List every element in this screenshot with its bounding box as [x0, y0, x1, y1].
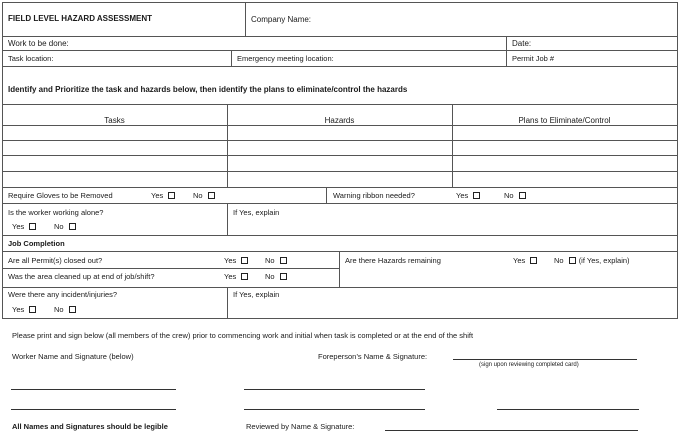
- gloves-question: [8, 191, 113, 200]
- foreperson-label: Foreperson’s Name & Signature:: [318, 352, 428, 361]
- ribbon-yes-checkbox[interactable]: [473, 192, 480, 199]
- working-alone-label: Is the worker working alone?: [8, 208, 104, 217]
- foreperson-signature-line[interactable]: [453, 359, 637, 360]
- worker-signature-line[interactable]: [11, 409, 176, 410]
- worker-signature-line[interactable]: [497, 409, 639, 410]
- yes-label: Yes: [12, 222, 25, 231]
- task-cell[interactable]: [4, 141, 226, 154]
- permit-job-label: Permit Job #: [512, 54, 555, 63]
- incidents-yes-option: [12, 305, 36, 314]
- incidents-no-checkbox[interactable]: [69, 306, 76, 313]
- frame-bottom: [2, 318, 678, 319]
- gloves-yes-checkbox[interactable]: [168, 192, 175, 199]
- ribbon-no-option: [504, 191, 526, 200]
- worker-signature-line[interactable]: [244, 409, 425, 410]
- permits-yes-option: [224, 256, 248, 265]
- col-header-hazards: Hazards: [324, 116, 355, 125]
- alone-explain-field[interactable]: [290, 205, 674, 233]
- task-cell[interactable]: [4, 172, 226, 186]
- divider: [2, 203, 678, 204]
- no-label: No: [193, 191, 203, 200]
- work-to-be-done-field[interactable]: [90, 37, 500, 49]
- emergency-meeting-label: Emergency meeting location:: [237, 54, 334, 63]
- hazard-cell[interactable]: [229, 172, 451, 186]
- cleaned-yes-checkbox[interactable]: [241, 273, 248, 280]
- company-name-field[interactable]: [330, 10, 670, 28]
- divider: [339, 251, 340, 287]
- divider: [326, 187, 327, 203]
- gloves-yes-option: [151, 191, 175, 200]
- hazard-instruction: Identify and Prioritize the task and hazards below, then identify the plans to eliminate/control the hazards: [8, 85, 408, 94]
- no-label: No: [265, 256, 275, 265]
- task-cell[interactable]: [4, 156, 226, 170]
- table-top: [2, 104, 678, 105]
- signature-instruction: Please print and sign below (all members of the crew) prior to commencing work and initial when task is completed or at the end of the shift: [12, 331, 474, 340]
- col-divider: [227, 104, 228, 187]
- cleaned-no-option: [265, 272, 287, 281]
- col-header-tasks: Tasks: [104, 116, 125, 125]
- yes-label: Yes: [224, 256, 237, 265]
- worker-signature-line[interactable]: [11, 389, 176, 390]
- date-label: Date:: [512, 39, 532, 48]
- company-name-label: Company Name:: [251, 15, 312, 24]
- no-label: No: [54, 305, 64, 314]
- permit-job-field[interactable]: [566, 51, 674, 65]
- alone-explain-label: If Yes, explain: [233, 208, 280, 217]
- no-label: No: [54, 222, 64, 231]
- table-row-line: [2, 187, 678, 188]
- task-cell[interactable]: [4, 126, 226, 139]
- hazard-cell[interactable]: [229, 156, 451, 170]
- alone-yes-option: [12, 222, 36, 231]
- hazards-remaining-explain-field[interactable]: [342, 268, 674, 286]
- alone-no-option: [54, 222, 76, 231]
- work-to-be-done-label: Work to be done:: [8, 39, 69, 48]
- ribbon-no-checkbox[interactable]: [519, 192, 526, 199]
- plan-cell[interactable]: [454, 141, 676, 154]
- frame-top: [2, 2, 678, 3]
- ribbon-yes-option: [456, 191, 480, 200]
- job-completion-title: Job Completion: [8, 239, 65, 248]
- yes-label: Yes: [224, 272, 237, 281]
- hazards-remaining-label: Are there Hazards remaining: [345, 256, 441, 265]
- cleaned-yes-option: [224, 272, 248, 281]
- date-field[interactable]: [540, 37, 674, 49]
- task-location-field[interactable]: [66, 51, 226, 65]
- incidents-explain-label: If Yes, explain: [233, 290, 280, 299]
- divider: [227, 203, 228, 235]
- worker-signature-line[interactable]: [244, 389, 425, 390]
- permits-closed-label: Are all Permit(s) closed out?: [8, 256, 103, 265]
- incidents-yes-checkbox[interactable]: [29, 306, 36, 313]
- plan-cell[interactable]: [454, 126, 676, 139]
- legible-note: All Names and Signatures should be legible: [12, 422, 168, 431]
- form-title: FIELD LEVEL HAZARD ASSESSMENT: [8, 14, 153, 23]
- permits-yes-checkbox[interactable]: [241, 257, 248, 264]
- alone-yes-checkbox[interactable]: [29, 223, 36, 230]
- gloves-no-checkbox[interactable]: [208, 192, 215, 199]
- permits-no-option: [265, 256, 287, 265]
- divider: [2, 251, 678, 252]
- permits-no-checkbox[interactable]: [280, 257, 287, 264]
- remaining-yes-option: [513, 256, 537, 265]
- divider: [2, 66, 678, 67]
- divider: [231, 50, 232, 66]
- hazard-cell[interactable]: [229, 141, 451, 154]
- gloves-label: Require Gloves to be Removed: [8, 191, 113, 200]
- alone-no-checkbox[interactable]: [69, 223, 76, 230]
- divider: [2, 287, 678, 288]
- divider: [506, 36, 507, 66]
- plan-cell[interactable]: [454, 156, 676, 170]
- no-label: No: [504, 191, 514, 200]
- yes-label: Yes: [456, 191, 469, 200]
- hazard-cell[interactable]: [229, 126, 451, 139]
- divider: [227, 287, 228, 318]
- area-cleaned-label: Was the area cleaned up at end of job/shift?: [8, 272, 155, 281]
- divider: [2, 235, 678, 236]
- gloves-no-option: [193, 191, 215, 200]
- incidents-explain-field[interactable]: [290, 289, 674, 316]
- task-location-label: Task location:: [8, 54, 54, 63]
- worker-signature-label: Worker Name and Signature (below): [12, 352, 134, 361]
- cleaned-no-checkbox[interactable]: [280, 273, 287, 280]
- emergency-meeting-field[interactable]: [356, 51, 502, 65]
- plan-cell[interactable]: [454, 172, 676, 186]
- yes-label: Yes: [513, 256, 526, 265]
- divider: [245, 2, 246, 36]
- col-header-plans: Plans to Eliminate/Control: [518, 116, 611, 125]
- divider: [2, 268, 339, 269]
- yes-label: Yes: [12, 305, 25, 314]
- no-label: No: [265, 272, 275, 281]
- warning-ribbon-label: Warning ribbon needed?: [333, 191, 415, 200]
- sign-upon-reviewing-note: (sign upon reviewing completed card): [479, 362, 579, 368]
- col-divider: [452, 104, 453, 187]
- remaining-no-checkbox[interactable]: [569, 257, 576, 264]
- incidents-label: Were there any incident/injuries?: [8, 290, 118, 299]
- reviewed-by-label: Reviewed by Name & Signature:: [246, 422, 355, 431]
- remaining-no-option: [554, 256, 630, 265]
- no-label: No: [554, 256, 564, 265]
- remaining-explain-note: (if Yes, explain): [578, 256, 630, 265]
- reviewed-by-signature-line[interactable]: [385, 430, 638, 431]
- yes-label: Yes: [151, 191, 164, 200]
- incidents-no-option: [54, 305, 76, 314]
- remaining-yes-checkbox[interactable]: [530, 257, 537, 264]
